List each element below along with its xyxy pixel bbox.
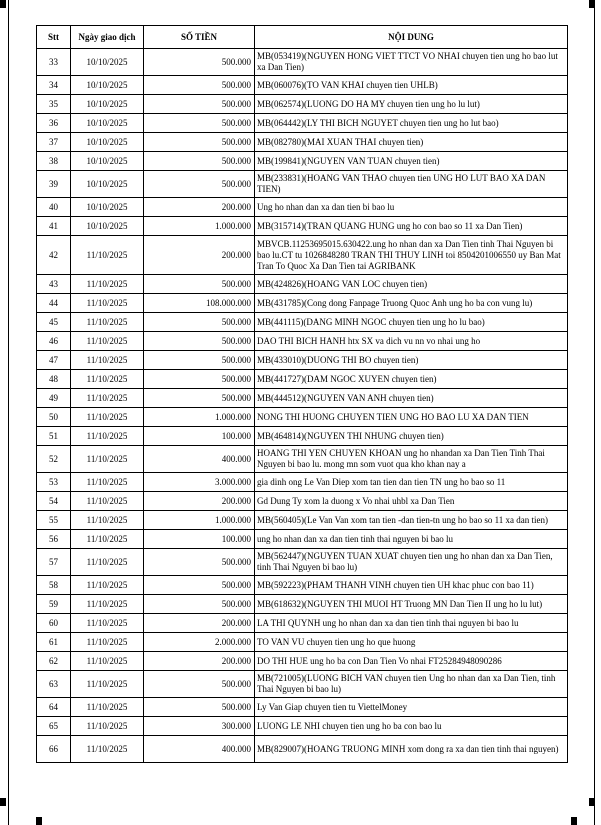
cell-date: 10/10/2025 [71,76,144,95]
table-row [37,576,568,595]
cell-date: 11/10/2025 [71,351,144,370]
table-body [37,49,568,763]
cell-date: 11/10/2025 [71,427,144,446]
donation-table [36,25,568,763]
cell-stt: 59 [37,595,71,614]
cell-content: MB(424826)(HOANG VAN LOC chuyen tien) [255,275,568,294]
crop-mark-bottom-left [0,798,6,806]
header-stt: Stt [37,26,71,49]
table-row [37,717,568,736]
cell-stt: 65 [37,717,71,736]
cell-date: 11/10/2025 [71,313,144,332]
cell-date: 10/10/2025 [71,217,144,236]
crop-mark-top-left [0,0,6,8]
cell-amount: 100.000 [144,427,255,446]
cell-content: MB(829007)(HOANG TRUONG MINH xom dong ra xa dan tien tinh thai nguyen) [255,736,568,763]
cell-amount: 300.000 [144,717,255,736]
cell-content: MB(464814)(NGUYEN THI NHUNG chuyen tien) [255,427,568,446]
cell-date: 11/10/2025 [71,576,144,595]
cell-stt: 39 [37,171,71,198]
cell-content: MB(441727)(DAM NGOC XUYEN chuyen tien) [255,370,568,389]
cell-content: MB(053419)(NGUYEN HONG VIET TTCT VO NHAI chuyen tien ung ho bao lut xa Dan Tien) [255,49,568,76]
cell-date: 11/10/2025 [71,332,144,351]
cell-date: 11/10/2025 [71,671,144,698]
cell-content: MB(444512)(NGUYEN VAN ANH chuyen tien) [255,389,568,408]
cell-stt: 36 [37,114,71,133]
cell-stt: 41 [37,217,71,236]
table-row [37,198,568,217]
table-row [37,530,568,549]
table-row [37,313,568,332]
table-row [37,152,568,171]
table-row [37,133,568,152]
table-row [37,595,568,614]
cell-stt: 34 [37,76,71,95]
cell-stt: 53 [37,473,71,492]
header-date: Ngày giao dịch [71,26,144,49]
cell-amount: 200.000 [144,198,255,217]
cell-date: 10/10/2025 [71,152,144,171]
cell-stt: 35 [37,95,71,114]
cell-date: 10/10/2025 [71,198,144,217]
cell-stt: 46 [37,332,71,351]
crop-mark-bottom-left-2 [36,817,42,825]
cell-date: 11/10/2025 [71,530,144,549]
cell-content: MB(062574)(LUONG DO HA MY chuyen tien ung ho lu lut) [255,95,568,114]
page-guide-line-right [594,0,595,825]
cell-amount: 1.000.000 [144,511,255,530]
table-row [37,370,568,389]
cell-amount: 1.000.000 [144,217,255,236]
cell-amount: 3.000.000 [144,473,255,492]
cell-date: 11/10/2025 [71,389,144,408]
cell-content: MB(199841)(NGUYEN VAN TUAN chuyen tien) [255,152,568,171]
cell-date: 11/10/2025 [71,717,144,736]
cell-amount: 500.000 [144,133,255,152]
cell-stt: 54 [37,492,71,511]
cell-amount: 500.000 [144,49,255,76]
cell-date: 11/10/2025 [71,736,144,763]
cell-date: 10/10/2025 [71,114,144,133]
cell-content: MB(064442)(LY THI BICH NGUYET chuyen tien ung ho lut bao) [255,114,568,133]
cell-content: NONG THI HUONG CHUYEN TIEN UNG HO BAO LU XA DAN TIEN [255,408,568,427]
cell-date: 11/10/2025 [71,294,144,313]
table-row [37,49,568,76]
cell-stt: 60 [37,614,71,633]
cell-content: Ung ho nhan dan xa dan tien bi bao lu [255,198,568,217]
table-header-row [37,26,568,49]
cell-stt: 57 [37,549,71,576]
cell-content: MB(592223)(PHAM THANH VINH chuyen tien UH khac phuc con bao 11) [255,576,568,595]
cell-date: 11/10/2025 [71,370,144,389]
cell-content: Ly Van Giap chuyen tien tu ViettelMoney [255,698,568,717]
cell-content: ung ho nhan dan xa dan tien tinh thai nguyen bi bao lu [255,530,568,549]
cell-stt: 62 [37,652,71,671]
cell-stt: 58 [37,576,71,595]
table-row [37,736,568,763]
cell-stt: 49 [37,389,71,408]
table-row [37,275,568,294]
cell-amount: 500.000 [144,313,255,332]
cell-amount: 500.000 [144,95,255,114]
cell-amount: 500.000 [144,671,255,698]
cell-date: 10/10/2025 [71,133,144,152]
cell-amount: 500.000 [144,698,255,717]
cell-stt: 64 [37,698,71,717]
cell-amount: 500.000 [144,370,255,389]
cell-date: 10/10/2025 [71,49,144,76]
cell-amount: 500.000 [144,389,255,408]
cell-date: 11/10/2025 [71,446,144,473]
table-row [37,389,568,408]
cell-stt: 43 [37,275,71,294]
cell-amount: 500.000 [144,275,255,294]
table-row [37,95,568,114]
cell-content: MB(441115)(DANG MINH NGOC chuyen tien ung ho lu bao) [255,313,568,332]
cell-content: gia dinh ong Le Van Diep xom tan tien dan tien TN ung ho bao so 11 [255,473,568,492]
cell-stt: 47 [37,351,71,370]
cell-amount: 200.000 [144,614,255,633]
table-row [37,446,568,473]
cell-amount: 500.000 [144,595,255,614]
cell-stt: 44 [37,294,71,313]
cell-stt: 55 [37,511,71,530]
cell-amount: 400.000 [144,446,255,473]
crop-mark-bottom-right-2 [571,817,577,825]
cell-stt: 42 [37,236,71,275]
page-guide-line-left [8,0,9,825]
table-row [37,473,568,492]
cell-date: 11/10/2025 [71,492,144,511]
cell-content: MB(082780)(MAI XUAN THAI chuyen tien) [255,133,568,152]
cell-date: 11/10/2025 [71,511,144,530]
cell-stt: 66 [37,736,71,763]
table-row [37,511,568,530]
cell-amount: 108.000.000 [144,294,255,313]
table-row [37,492,568,511]
cell-amount: 400.000 [144,736,255,763]
cell-content: MBVCB.11253695015.630422.ung ho nhan dan xa Dan Tien tinh Thai Nguyen bi bao lu.CT tu 1026848280 TRAN THI THUY LINH toi 8504201006550 uy Ban Mat Tran To Quoc Xa Dan Tien tai AGRIBANK [255,236,568,275]
cell-content: MB(721005)(LUONG BICH VAN chuyen tien Ung ho nhan dan xa Dan Tien, tinh Thai Nguyen bi bao lu) [255,671,568,698]
cell-date: 11/10/2025 [71,236,144,275]
cell-date: 11/10/2025 [71,698,144,717]
cell-amount: 500.000 [144,332,255,351]
cell-content: MB(560405)(Le Van Van xom tan tien -dan tien-tn ung ho bao so 11 xa dan tien) [255,511,568,530]
cell-amount: 1.000.000 [144,408,255,427]
cell-date: 11/10/2025 [71,614,144,633]
cell-content: MB(433010)(DUONG THI BO chuyen tien) [255,351,568,370]
cell-amount: 500.000 [144,114,255,133]
table-row [37,236,568,275]
cell-content: MB(618632)(NGUYEN THI MUOI HT Truong MN Dan Tien II ung ho lu lut) [255,595,568,614]
cell-amount: 100.000 [144,530,255,549]
cell-content: DO THI HUE ung ho ba con Dan Tien Vo nhai FT25284948090286 [255,652,568,671]
cell-stt: 51 [37,427,71,446]
cell-date: 10/10/2025 [71,95,144,114]
cell-stt: 48 [37,370,71,389]
cell-date: 11/10/2025 [71,473,144,492]
cell-amount: 500.000 [144,171,255,198]
cell-amount: 500.000 [144,549,255,576]
cell-stt: 61 [37,633,71,652]
table-row [37,351,568,370]
cell-stt: 40 [37,198,71,217]
cell-content: MB(233831)(HOANG VAN THAO chuyen tien UNG HO LUT BAO XA DAN TIEN) [255,171,568,198]
table-row [37,408,568,427]
cell-date: 11/10/2025 [71,408,144,427]
table-row [37,217,568,236]
cell-amount: 500.000 [144,351,255,370]
cell-stt: 38 [37,152,71,171]
table-row [37,76,568,95]
table-row [37,294,568,313]
table-row [37,332,568,351]
table-row [37,171,568,198]
cell-content: DAO THI BICH HANH htx SX va dich vu nn vo nhai ung ho [255,332,568,351]
cell-stt: 56 [37,530,71,549]
cell-content: LUONG LE NHI chuyen tien ung ho ba con bao lu [255,717,568,736]
cell-content: MB(315714)(TRAN QUANG HUNG ung ho con bao so 11 xa Dan Tien) [255,217,568,236]
table-row [37,652,568,671]
cell-stt: 45 [37,313,71,332]
table-row [37,427,568,446]
cell-date: 11/10/2025 [71,652,144,671]
table-row [37,549,568,576]
cell-stt: 52 [37,446,71,473]
cell-content: MB(060076)(TO VAN KHAI chuyen tien UHLB) [255,76,568,95]
cell-content: MB(431785)(Cong dong Fanpage Truong Quoc Anh ung ho ba con vung lu) [255,294,568,313]
cell-content: HOANG THI YEN CHUYEN KHOAN ung ho nhandan xa Dan Tien Tinh Thai Nguyen bi bao lu. mong mn som vuot qua kho khan nay a [255,446,568,473]
cell-date: 11/10/2025 [71,595,144,614]
cell-date: 11/10/2025 [71,633,144,652]
cell-content: TO VAN VU chuyen tien ung ho que huong [255,633,568,652]
cell-amount: 200.000 [144,652,255,671]
table-row [37,614,568,633]
cell-date: 11/10/2025 [71,549,144,576]
cell-stt: 37 [37,133,71,152]
cell-amount: 2.000.000 [144,633,255,652]
cell-amount: 500.000 [144,576,255,595]
cell-stt: 50 [37,408,71,427]
cell-content: LA THI QUYNH ung ho nhan dan xa dan tien tinh thai nguyen bi bao lu [255,614,568,633]
cell-date: 11/10/2025 [71,275,144,294]
table-row [37,633,568,652]
header-content: NỘI DUNG [255,26,568,49]
cell-stt: 63 [37,671,71,698]
cell-content: MB(562447)(NGUYEN TUAN XUAT chuyen tien ung ho nhan dan xa Dan Tien, tinh Thai Nguyen bi bao lu) [255,549,568,576]
cell-amount: 200.000 [144,492,255,511]
table-row [37,698,568,717]
cell-date: 10/10/2025 [71,171,144,198]
table-row [37,671,568,698]
cell-stt: 33 [37,49,71,76]
table-row [37,114,568,133]
header-amount: SỐ TIỀN [144,26,255,49]
cell-amount: 500.000 [144,152,255,171]
cell-amount: 500.000 [144,76,255,95]
cell-amount: 200.000 [144,236,255,275]
cell-content: Gd Dung Ty xom la duong x Vo nhai uhbl xa Dan Tien [255,492,568,511]
